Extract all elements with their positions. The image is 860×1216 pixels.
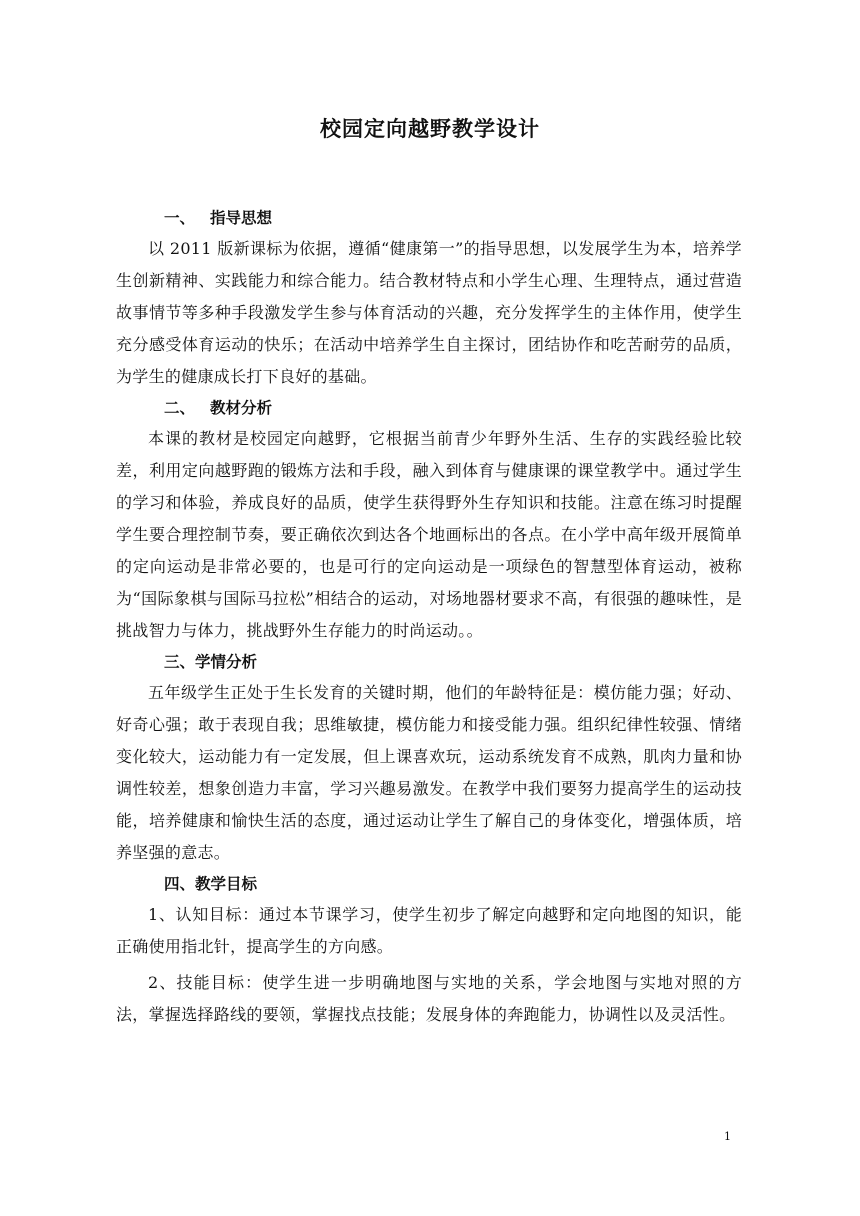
section-heading-teaching-goals: 四、教学目标 (164, 875, 258, 893)
section-heading-guiding-ideology (116, 203, 742, 233)
document-body (116, 203, 742, 1031)
page-number: 1 (724, 1130, 731, 1143)
paragraph-learner-analysis: 五年级学生正处于生长发育的关键时期，他们的年龄特征是：模仿能力强；好动、好奇心强；敢于表现自我；思维敏捷，模仿能力和接受能力强。组织纪律性较强、情绪变化较大，运动能力有一定发展，但上课喜欢玩，运动系统发育不成熟，肌肉力量和协调性较差，想象创造力丰富，学习兴趣易激发。在教学中我们要努力提高学生的运动技能，培养健康和愉快生活的态度，通过运动让学生了解自己的身体变化，增强体质，培养坚强的意志。 (116, 683, 742, 862)
section-title: 教材分析 (210, 399, 273, 417)
section-title: 指导思想 (210, 209, 273, 227)
paragraph-material-analysis: 本课的教材是校园定向越野，它根据当前青少年野外生活、生存的实践经验比较差，利用定向越野跑的锻炼方法和手段，融入到体育与健康课的课堂教学中。通过学生的学习和体验，养成良好的品质，使学生获得野外生存知识和技能。注意在练习时提醒学生要合理控制节奏，要正确依次到达各个地画标出的各点。在小学中高年级开展简单的定向运动是非常必要的，也是可行的定向运动是一项绿色的智慧型体育运动，被称为“国际象棋与国际马拉松”相结合的运动，对场地器材要求不高，有很强的趣味性，是挑战智力与体力，挑战野外生存能力的时尚运动。。 (116, 429, 742, 640)
paragraph-goal-cognitive: 1、认知目标：通过本节课学习，使学生初步了解定向越野和定向地图的知识，能正确使用指北针，提高学生的方向感。 (116, 905, 742, 956)
paragraph-guiding-ideology: 以 2011 版新课标为依据，遵循“健康第一”的指导思想，以发展学生为本，培养学生创新精神、实践能力和综合能力。结合教材特点和小学生心理、生理特点，通过营造故事情节等多种手段激发学生参与体育活动的兴趣，充分发挥学生的主体作用，使学生充分感受体育运动的快乐；在活动中培养学生自主探讨，团结协作和吃苦耐劳的品质，为学生的健康成长打下良好的基础。 (116, 239, 742, 386)
section-number: 二、 (164, 399, 196, 417)
section-number: 一、 (164, 209, 196, 227)
section-heading-material-analysis (116, 393, 742, 423)
section-heading-learner-analysis: 三、学情分析 (164, 653, 258, 671)
paragraph-goal-skill: 2、技能目标：使学生进一步明确地图与实地的关系，学会地图与实地对照的方法，掌握选择路线的要领，掌握找点技能；发展身体的奔跑能力，协调性以及灵活性。 (116, 973, 742, 1024)
document-title: 校园定向越野教学设计 (320, 117, 540, 141)
